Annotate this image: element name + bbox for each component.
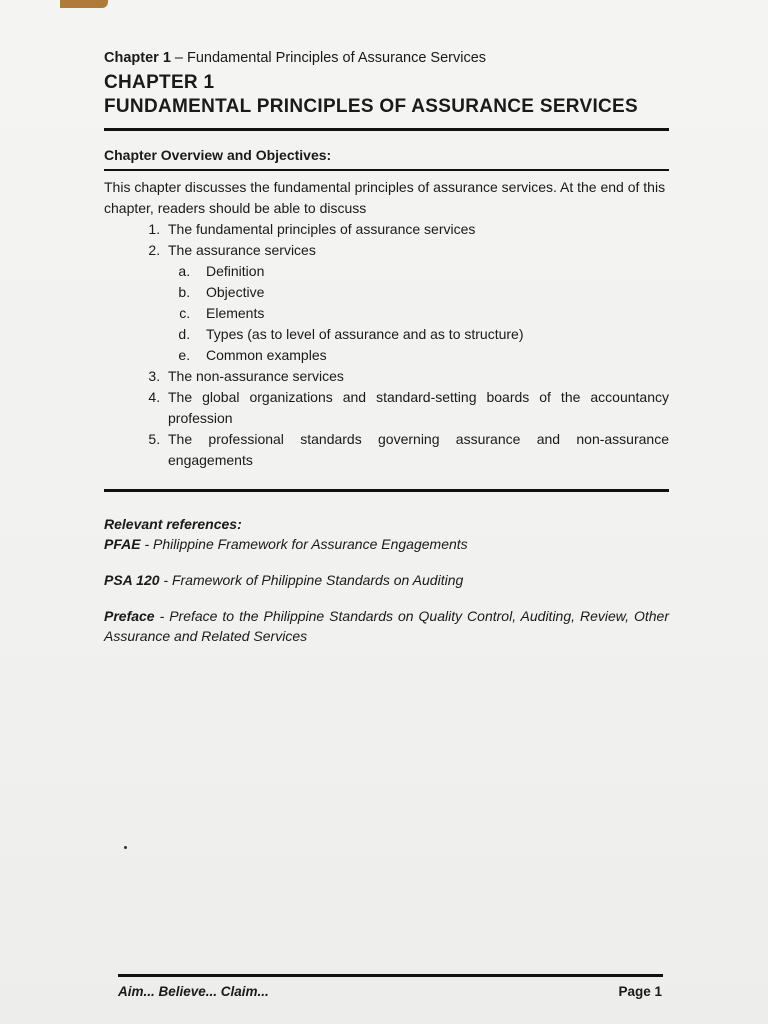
reference-pfae: PFAE - Philippine Framework for Assurance Engagements [104, 536, 468, 552]
title-rule [104, 128, 669, 131]
references-block [104, 514, 669, 646]
chapter-number: CHAPTER 1 [104, 72, 215, 93]
list-item: a. Definition [194, 261, 669, 282]
chapter-title: FUNDAMENTAL PRINCIPLES OF ASSURANCE SERVICES [104, 96, 638, 117]
list-item: 3. The non-assurance services [164, 366, 669, 387]
reference-psa-120: PSA 120 - Framework of Philippine Standards on Auditing [104, 572, 464, 588]
list-item: e. Common examples [194, 345, 669, 366]
page-content [104, 50, 669, 646]
running-head [104, 50, 669, 66]
assurance-subitems-list [168, 261, 669, 366]
list-item: 5. The professional standards governing assurance and non-assurance engagements [164, 429, 669, 471]
overview-heading: Chapter Overview and Objectives: [104, 147, 332, 163]
list-item: d. Types (as to level of assurance and as to structure) [194, 324, 669, 345]
list-item: c. Elements [194, 303, 669, 324]
section-rule [104, 489, 669, 492]
overview-rule [104, 169, 669, 171]
list-item: 2. The assurance services a. Definition b. Objective c. Elements d. Types (as to level of assurance and as to structure) e. Common examples [164, 240, 669, 366]
overview-intro: This chapter discusses the fundamental principles of assurance services. At the end of this chapter, readers should be able to discuss [104, 179, 666, 216]
reference-preface: Preface - Preface to the Philippine Standards on Quality Control, Auditing, Review, Other Assurance and Related Services [104, 608, 669, 644]
page-corner-tab [60, 0, 108, 8]
page-number: Page 1 [618, 984, 662, 999]
footer-rule [118, 974, 663, 977]
list-item: 4. The global organizations and standard-setting boards of the accountancy profession [164, 387, 669, 429]
list-item: 1. The fundamental principles of assurance services [164, 219, 669, 240]
running-head-title: – Fundamental Principles of Assurance Services [170, 50, 487, 66]
references-heading: Relevant references: [104, 516, 242, 532]
stray-mark [124, 846, 127, 849]
objectives-list [104, 219, 669, 471]
footer-motto: Aim... Believe... Claim... [118, 984, 269, 999]
running-head-chapter: Chapter 1 [104, 50, 171, 66]
list-item: b. Objective [194, 282, 669, 303]
